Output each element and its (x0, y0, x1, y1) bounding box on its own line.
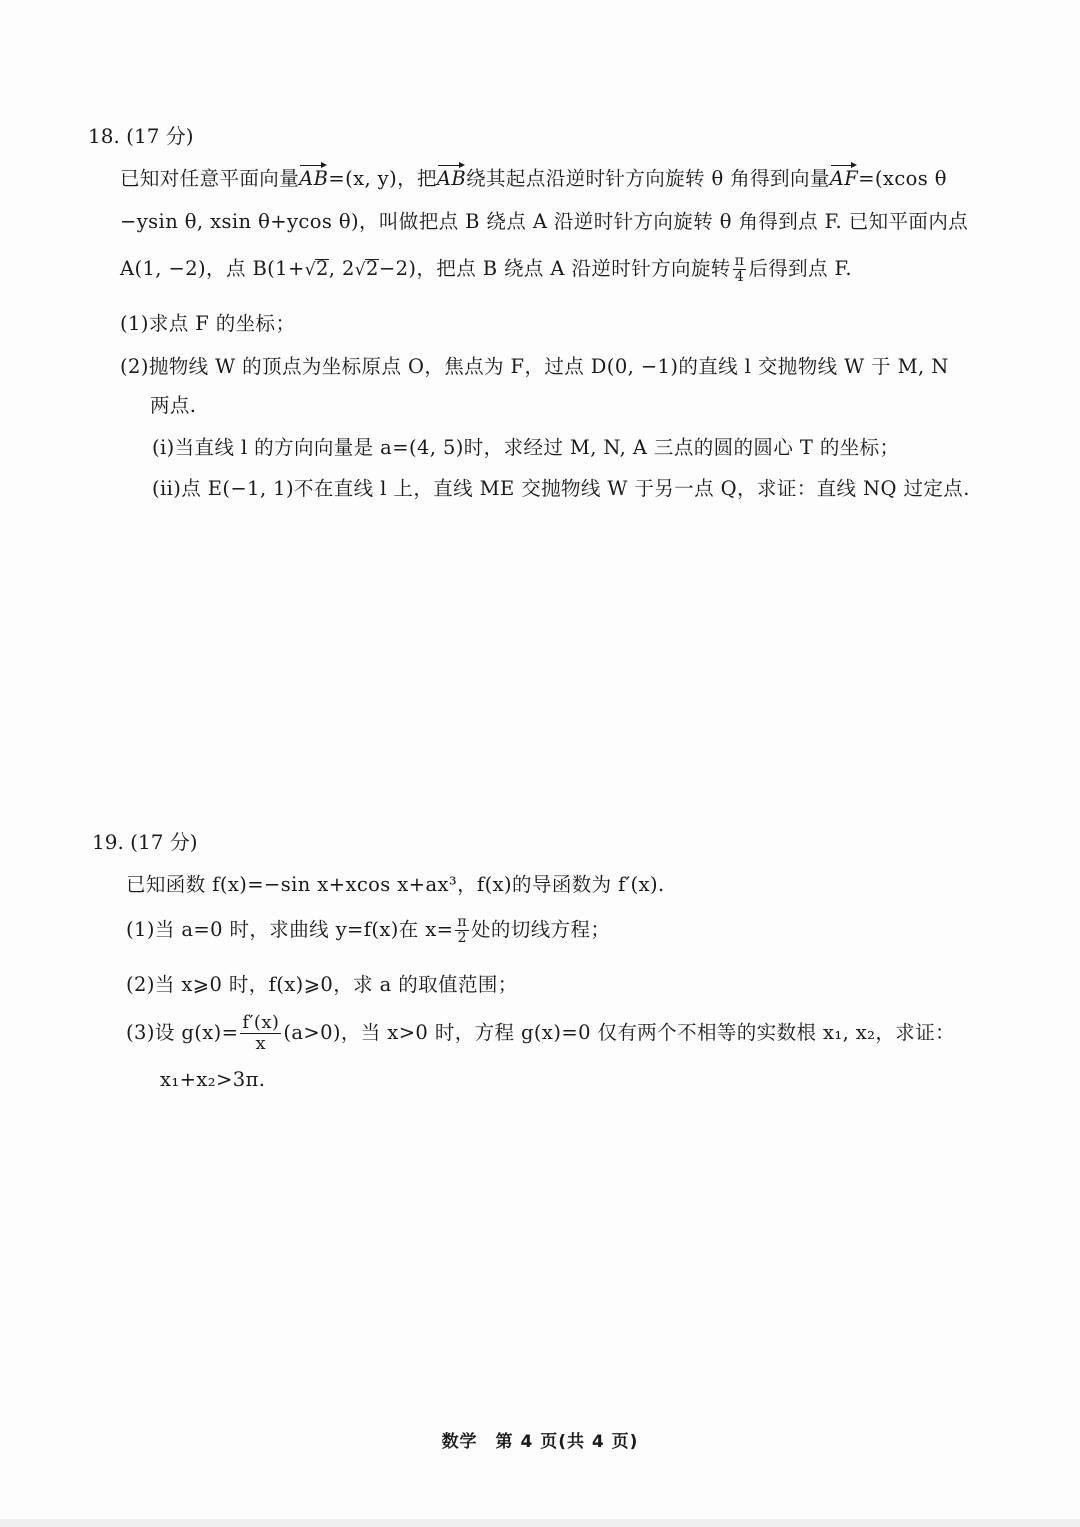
fraction-denominator: 2 (457, 930, 467, 946)
fraction-fprime-over-x (240, 1013, 281, 1054)
q19-part1-text: 处的切线方程； (471, 918, 611, 941)
scan-edge (0, 1519, 1080, 1527)
vector-ab: AB (299, 163, 328, 190)
sqrt-radicand: 2 (315, 257, 329, 280)
q18-part2-ii: (ii)点 E(−1, 1)不在直线 l 上，直线 ME 交抛物线 W 于另一点 Q，求证：直线 NQ 过定点. (152, 477, 970, 500)
fraction-pi-over-4 (733, 254, 747, 285)
q18-header: 18. (17 分) (88, 124, 194, 148)
fraction-numerator: π (734, 253, 745, 269)
q19-part1-text: (1)当 a=0 时，求曲线 y=f(x)在 x= (126, 918, 454, 941)
q19-header: 19. (17 分) (92, 830, 198, 854)
fraction-numerator: f′(x) (242, 1012, 280, 1033)
q18-intro-text: =(x, y)，把 (328, 167, 437, 190)
fraction-denominator: 4 (734, 269, 745, 285)
q18-intro-text: A(1, −2)，点 B(1+ (120, 257, 305, 280)
q18-part2-line1: (2)抛物线 W 的顶点为坐标原点 O，焦点为 F，过点 D(0, −1)的直线 l 交抛物线 W 于 M, N (120, 355, 949, 378)
q19-part3-line2: x₁+x₂>3π. (160, 1068, 266, 1091)
q19-part3-text: (3)设 g(x)= (126, 1021, 239, 1044)
q18-intro-text: 已知对任意平面向量 (120, 167, 300, 190)
q19-part3-text: (a>0)，当 x>0 时，方程 g(x)=0 仅有两个不相等的实数根 x₁, x₂，求证： (283, 1021, 956, 1044)
q18-intro-line3 (120, 253, 852, 285)
q18-intro-text: 绕其起点沿逆时针方向旋转 θ 角得到向量 (466, 167, 830, 190)
q18-intro-text: =(xcos θ (858, 167, 947, 190)
q18-part1: (1)求点 F 的坐标； (120, 312, 296, 335)
fraction-numerator: π (457, 914, 468, 930)
q18-intro-line1 (120, 163, 947, 191)
fraction-denominator: x (255, 1033, 267, 1054)
q19-part1 (126, 914, 610, 946)
q18-part2-i: (i)当直线 l 的方向向量是 a=(4, 5)时，求经过 M, N, A 三点的圆的圆心 T 的坐标； (152, 436, 900, 459)
q18-intro-line2: −ysin θ, xsin θ+ycos θ)，叫做把点 B 绕点 A 沿逆时针方向旋转 θ 角得到点 F. 已知平面内点 (120, 210, 969, 233)
sqrt-icon: √ (304, 260, 316, 280)
sqrt-radicand: 2 (366, 257, 379, 280)
vector-af: AF (830, 163, 858, 190)
fraction-pi-over-2 (455, 915, 469, 946)
q18-part2-line2: 两点. (150, 394, 197, 417)
q19-part2: (2)当 x⩾0 时，f(x)⩾0，求 a 的取值范围； (126, 973, 518, 996)
q18-intro-text: 后得到点 F. (748, 257, 853, 280)
q19-intro: 已知函数 f(x)=−sin x+xcos x+ax³，f(x)的导函数为 f′(x). (126, 873, 665, 896)
sqrt-icon: √ (354, 260, 367, 280)
vector-ab: AB (437, 163, 466, 190)
q18-intro-text: −2)，把点 B 绕点 A 沿逆时针方向旋转 (378, 257, 731, 280)
page-footer: 数学 第 4 页(共 4 页) (441, 1432, 639, 1452)
q18-intro-text: , 2 (328, 257, 355, 280)
q19-part3-line1 (126, 1013, 955, 1054)
